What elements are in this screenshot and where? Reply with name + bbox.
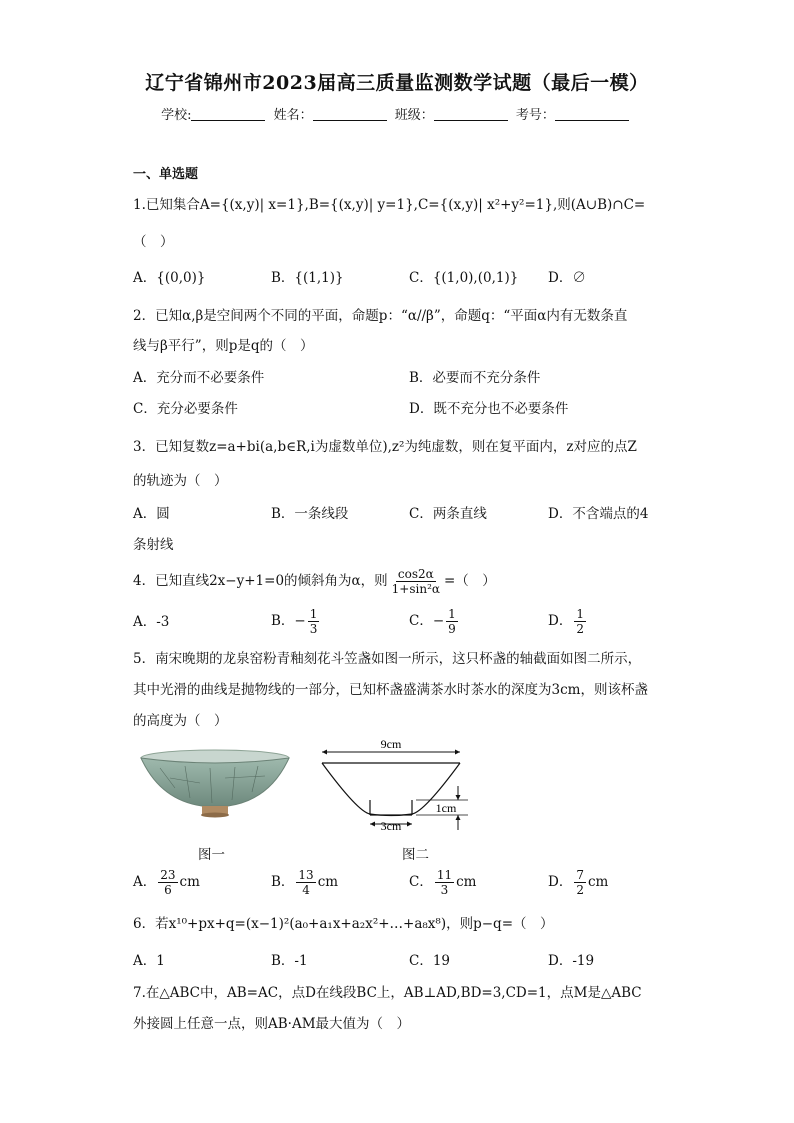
bottom-dim-arrow-right [407, 822, 412, 827]
q2-option-b[interactable]: B．必要而不充分条件 [409, 370, 541, 386]
q5-b-unit: cm [317, 874, 339, 890]
q4-c-fraction [446, 607, 458, 636]
school-blank[interactable] [191, 108, 265, 121]
q1-stem: 1.已知集合A={(x,y)| x=1},B={(x,y)| y=1},C={(x,y)| x²+y²=1},则(A∪B)∩C= [133, 197, 646, 213]
q3-stem-line1: 3．已知复数z=a+bi(a,b∈R,i为虚数单位),z²为纯虚数，则在复平面内，z对应的点Z [133, 439, 637, 455]
q2-option-d[interactable]: D．既不充分也不必要条件 [409, 401, 569, 417]
school-label: 学校: [161, 108, 192, 123]
bowl-photo-image [140, 748, 290, 820]
q5-d-den: 2 [576, 883, 584, 897]
q6-stem: 6．若x¹⁰+px+q=(x−1)²(a₀+a₁x+a₂x²+…+a₈x⁸)，则p−q=（ ） [133, 916, 554, 932]
q3-option-b[interactable]: B．一条线段 [271, 506, 349, 522]
q5-a-unit: cm [179, 874, 200, 890]
q7-stem-line1: 7.在△ABC中，AB=AC，点D在线段BC上，AB⊥AD,BD=3,CD=1，点M是△ABC [133, 985, 642, 1001]
q4-b-den: 3 [309, 622, 318, 636]
q5-a-fraction [158, 868, 177, 897]
q5-option-d[interactable] [548, 864, 608, 900]
q4-d-label: D． [548, 613, 573, 629]
q4-b-label: B．− [271, 613, 306, 629]
q4-stem-pre: 4．已知直线2x−y+1=0的倾斜角为α，则 [133, 573, 388, 589]
q5-b-label: B． [271, 874, 295, 890]
q2-stem-line1: 2．已知α,β是空间两个不同的平面，命题p：“α//β”，命题q：“平面α内有无数条直 [133, 308, 628, 324]
q1-paren: （ ） [133, 234, 174, 250]
q5-stem-line3: 的高度为（ ） [133, 713, 228, 729]
q5-stem-line2: 其中光滑的曲线是抛物线的一部分，已知杯盏盛满茶水时茶水的深度为3cm，则该杯盏 [133, 682, 648, 698]
exam-title: 辽宁省锦州市2023届高三质量监测数学试题（最后一模） [145, 72, 649, 94]
figure1-caption: 图一 [198, 847, 225, 863]
class-label: 班级： [394, 108, 434, 123]
q6-option-b[interactable]: B．-1 [271, 953, 308, 969]
q4-stem [133, 566, 496, 596]
q1-option-b[interactable]: B．{(1,1)} [271, 270, 344, 286]
q4-c-num: 1 [448, 607, 456, 621]
q5-d-unit: cm [587, 874, 609, 890]
q1-option-a[interactable]: A．{(0,0)} [133, 270, 206, 286]
side-arrow-head-up [456, 815, 461, 820]
q7-stem-line2: 外接圆上任意一点，则AB·AM最大值为（ ） [133, 1016, 411, 1032]
q6-option-a[interactable]: A．1 [133, 953, 165, 969]
q4-c-label: C．− [409, 613, 445, 629]
q4-b-fraction [308, 607, 320, 636]
top-dim-arrow-left [322, 750, 327, 755]
q3-option-c[interactable]: C．两条直线 [409, 506, 487, 522]
q5-b-num: 13 [298, 868, 314, 882]
q5-c-fraction [435, 868, 454, 897]
q1-option-c[interactable]: C．{(1,0),(0,1)} [409, 270, 519, 286]
q4-d-fraction [574, 607, 586, 636]
q4-option-d[interactable] [548, 604, 588, 638]
q5-b-den: 4 [302, 883, 310, 897]
q4-d-den: 2 [576, 622, 584, 636]
top-dim-arrow-right [455, 750, 460, 755]
class-blank[interactable] [434, 108, 508, 121]
bowl-cross-section-diagram [318, 736, 478, 834]
q4-d-num: 1 [576, 607, 584, 621]
q3-stem-line2: 的轨迹为（ ） [133, 473, 228, 489]
q1-option-d[interactable]: D．∅ [548, 270, 586, 286]
section-heading: 一、单选题 [133, 167, 199, 182]
q4-b-num: 1 [309, 607, 318, 621]
name-label: 姓名： [273, 108, 313, 123]
q5-stem-line1: 5．南宋晚期的龙泉窑粉青釉刻花斗笠盏如图一所示，这只杯盏的轴截面如图二所示， [133, 651, 642, 667]
q3-option-d-cont: 条射线 [133, 537, 174, 553]
q5-d-fraction [574, 868, 586, 897]
number-label: 考号： [515, 108, 555, 123]
q4-frac-den: 1+sin²α [391, 582, 440, 596]
bottom-dim-arrow-left [370, 822, 375, 827]
q5-option-a[interactable] [133, 864, 200, 900]
q4-option-c[interactable] [409, 604, 460, 638]
q2-stem-line2: 线与β平行”，则p是q的（ ） [133, 338, 314, 354]
dim-side-label: 1cm [435, 801, 457, 815]
q5-d-label: D． [548, 874, 573, 890]
student-info-line [0, 104, 794, 123]
q5-c-den: 3 [440, 883, 449, 897]
q5-option-b[interactable] [271, 864, 338, 900]
q6-option-d[interactable]: D．-19 [548, 953, 595, 969]
name-blank[interactable] [313, 108, 387, 121]
q3-option-a[interactable]: A．圆 [133, 506, 170, 522]
q4-option-a[interactable]: A．-3 [133, 614, 170, 630]
side-arrow-head-down [456, 795, 461, 800]
q5-a-den: 6 [164, 883, 172, 897]
dim-bottom-label: 3cm [380, 819, 402, 833]
q5-c-unit: cm [456, 874, 477, 890]
number-blank[interactable] [555, 108, 629, 121]
q2-option-a[interactable]: A．充分而不必要条件 [133, 370, 265, 386]
dim-top-label: 9cm [380, 737, 402, 751]
q5-b-fraction [296, 868, 315, 897]
q4-stem-post: =（ ） [443, 573, 496, 589]
q4-fraction [390, 567, 442, 596]
q5-d-num: 7 [576, 868, 584, 882]
q3-option-d[interactable]: D．不含端点的4 [548, 506, 649, 522]
q4-c-den: 9 [448, 622, 456, 636]
q5-a-label: A． [133, 874, 157, 890]
q5-a-num: 23 [160, 868, 176, 882]
q5-c-num: 11 [436, 868, 453, 882]
q4-option-b[interactable] [271, 604, 321, 638]
q4-frac-num: cos2α [397, 567, 434, 581]
figure2-caption: 图二 [402, 847, 429, 863]
q5-option-c[interactable] [409, 864, 477, 900]
q5-c-label: C． [409, 874, 433, 890]
q6-option-c[interactable]: C．19 [409, 953, 451, 969]
q2-option-c[interactable]: C．充分必要条件 [133, 401, 238, 417]
